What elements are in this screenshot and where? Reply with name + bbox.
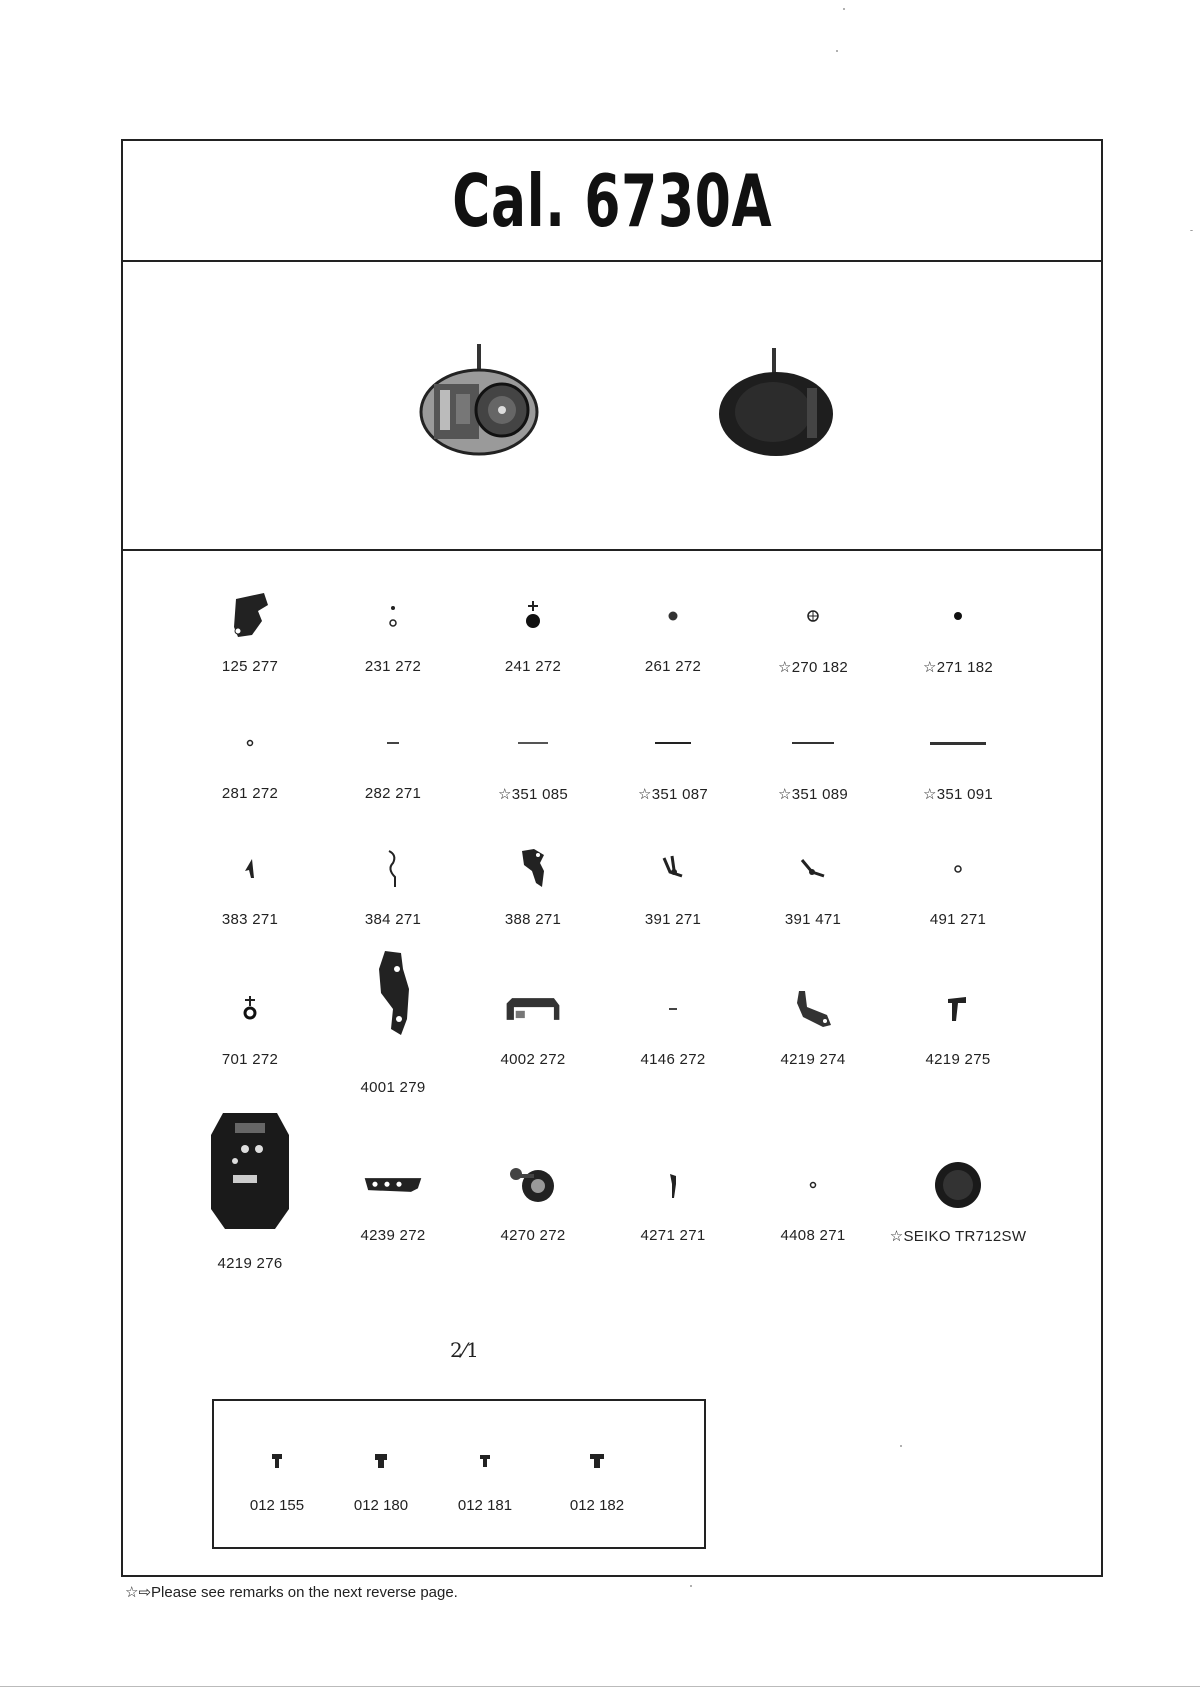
part-image [220, 576, 280, 656]
screw-image [470, 1441, 500, 1481]
part-image [643, 969, 703, 1049]
screw-image [366, 1441, 396, 1481]
scan-speck [843, 8, 845, 10]
part-image [503, 969, 563, 1049]
part-number: 4270 272 [500, 1227, 566, 1244]
part-image [643, 829, 703, 909]
part-number: 383 271 [221, 911, 279, 928]
part-number: 125 277 [221, 658, 279, 675]
part-image [503, 576, 563, 656]
scan-speck [690, 1585, 692, 1587]
part-image [220, 829, 280, 909]
scan-speck [1190, 230, 1193, 231]
part-number: ☆SEIKO TR712SW [889, 1228, 1027, 1245]
part-number: 4219 276 [217, 1255, 283, 1272]
part-391-471 [738, 829, 888, 949]
part-351-085 [458, 703, 608, 823]
part-image [363, 1145, 423, 1225]
part-number: 4002 272 [500, 1051, 566, 1068]
part-image [928, 829, 988, 909]
part-image [200, 1095, 300, 1245]
part-image [363, 703, 423, 783]
part-number: 4219 274 [780, 1051, 846, 1068]
part-image [503, 829, 563, 909]
screw-image [582, 1441, 612, 1481]
part-number: ☆351 091 [922, 786, 994, 803]
screw-image [262, 1441, 292, 1481]
part-282-271 [318, 703, 468, 823]
movement-back-image [713, 342, 843, 462]
screw-number: 012 181 [457, 1497, 513, 1514]
part-image [643, 1145, 703, 1225]
part-4408-271 [738, 1145, 888, 1265]
screw-012-181 [440, 1441, 530, 1531]
part-number: 384 271 [364, 911, 422, 928]
movement-photo-band [123, 262, 1101, 551]
part-number: 4271 271 [640, 1227, 706, 1244]
part-231-272 [318, 576, 468, 696]
screw-012-182 [552, 1441, 642, 1531]
part-4146-272 [598, 969, 748, 1089]
part-number: ☆351 089 [777, 786, 849, 803]
part-number: 231 272 [364, 658, 422, 675]
part-4219-276 [175, 1145, 325, 1272]
part-image [783, 1145, 843, 1225]
scan-bottom-line [0, 1686, 1200, 1687]
part-4270-272 [458, 1145, 608, 1265]
part-number: ☆271 182 [922, 659, 994, 676]
part-number: 4146 272 [640, 1051, 706, 1068]
part-number: 391 271 [644, 911, 702, 928]
part-4002-272 [458, 969, 608, 1089]
footer-remark: ☆⇨Please see remarks on the next reverse page. [125, 1584, 458, 1601]
part-number: 388 271 [504, 911, 562, 928]
part-241-272 [458, 576, 608, 696]
screw-box [212, 1399, 706, 1549]
part-image [783, 703, 843, 783]
part-image [783, 829, 843, 909]
scale-ratio: 2⁄1 [450, 1338, 479, 1362]
part-number: 4001 279 [360, 1079, 426, 1096]
part-image [503, 1145, 563, 1225]
part-image [343, 919, 443, 1069]
part-391-271 [598, 829, 748, 949]
part-701-272 [175, 969, 325, 1089]
part-number: 4219 275 [925, 1051, 991, 1068]
part-image [928, 703, 988, 783]
part-number: 241 272 [504, 658, 562, 675]
part-image [503, 703, 563, 783]
part-271-182 [883, 576, 1033, 696]
part-125-277 [175, 576, 325, 696]
part-270-182 [738, 576, 888, 696]
title-band [123, 141, 1101, 262]
part-image [643, 703, 703, 783]
part-388-271 [458, 829, 608, 949]
part-number: 701 272 [221, 1051, 279, 1068]
part-number: 491 271 [929, 911, 987, 928]
part-351-091 [883, 703, 1033, 823]
part-4219-274 [738, 969, 888, 1089]
part-image [643, 576, 703, 656]
part-351-089 [738, 703, 888, 823]
part-number: ☆351 087 [637, 786, 709, 803]
part-image [363, 829, 423, 909]
screw-number: 012 155 [249, 1497, 305, 1514]
part-number: ☆351 085 [497, 786, 569, 803]
part-4239-272 [318, 1145, 468, 1265]
part-number: 261 272 [644, 658, 702, 675]
part-4219-275 [883, 969, 1033, 1089]
part-seiko-tr712sw [883, 1145, 1033, 1265]
screw-number: 012 182 [569, 1497, 625, 1514]
screw-012-155 [232, 1441, 322, 1531]
part-4001-279 [318, 969, 468, 1096]
part-number: 281 272 [221, 785, 279, 802]
part-261-272 [598, 576, 748, 696]
part-image [783, 969, 843, 1049]
movement-front-image [416, 342, 546, 462]
part-number: 282 271 [364, 785, 422, 802]
part-image [783, 576, 843, 656]
screw-number: 012 180 [353, 1497, 409, 1514]
part-image [220, 969, 280, 1049]
part-number: ☆270 182 [777, 659, 849, 676]
battery-image [928, 1145, 988, 1225]
scan-speck [836, 50, 838, 52]
catalog-sheet [121, 139, 1103, 1577]
part-number: 4408 271 [780, 1227, 846, 1244]
part-image [928, 969, 988, 1049]
part-image [363, 576, 423, 656]
part-4271-271 [598, 1145, 748, 1265]
part-image [220, 703, 280, 783]
part-351-087 [598, 703, 748, 823]
part-image [928, 576, 988, 656]
part-number: 391 471 [784, 911, 842, 928]
part-281-272 [175, 703, 325, 823]
part-491-271 [883, 829, 1033, 949]
screw-012-180 [336, 1441, 426, 1531]
scan-speck [900, 1445, 902, 1447]
page-title: Cal. 6730A [451, 158, 773, 243]
part-383-271 [175, 829, 325, 949]
part-number: 4239 272 [360, 1227, 426, 1244]
